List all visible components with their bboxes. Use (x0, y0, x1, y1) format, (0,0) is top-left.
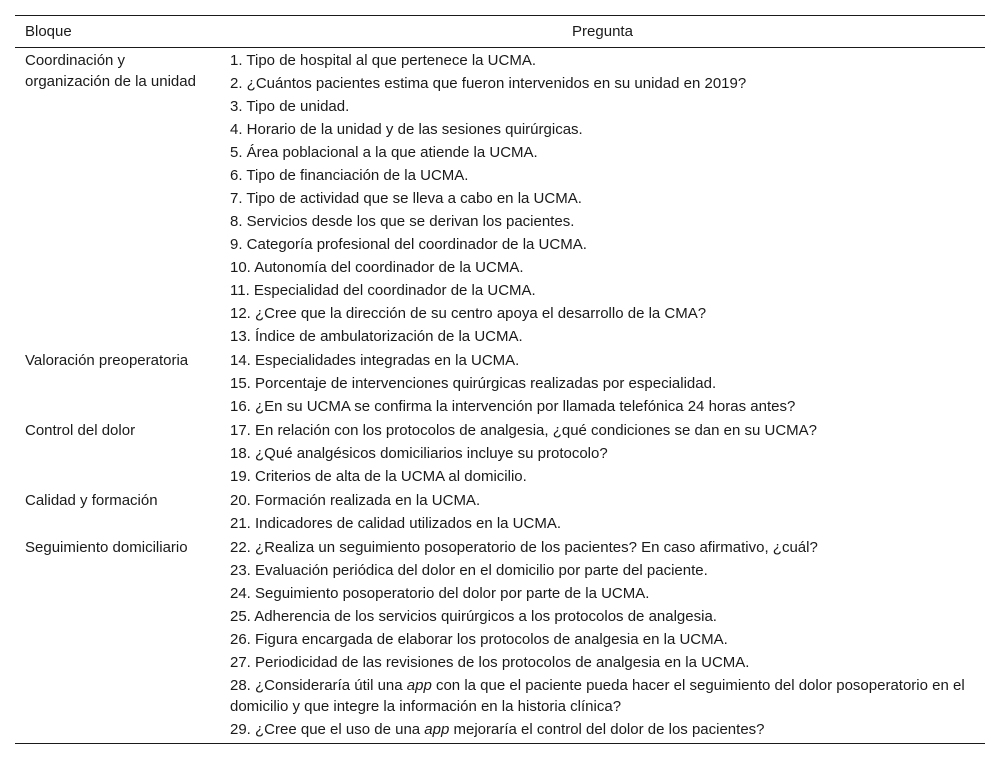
pregunta-text: 13. Índice de ambulatorización de la UCMA. (230, 328, 523, 345)
table-row (15, 48, 985, 349)
pregunta-item (230, 325, 985, 348)
pregunta-item (230, 49, 985, 72)
pregunta-item (230, 349, 985, 372)
pregunta-item (230, 118, 985, 141)
pregunta-text: 28. ¿Consideraría útil una (230, 677, 407, 694)
table-body (15, 48, 985, 744)
bloque-cell (15, 418, 220, 488)
table-row (15, 535, 985, 744)
pregunta-text: 18. ¿Qué analgésicos domiciliarios incluye su protocolo? (230, 445, 608, 462)
pregunta-text: 26. Figura encargada de elaborar los protocolos de analgesia en la UCMA. (230, 631, 728, 648)
pregunta-cell (220, 488, 985, 535)
pregunta-item (230, 419, 985, 442)
pregunta-text: 12. ¿Cree que la dirección de su centro apoya el desarrollo de la CMA? (230, 305, 707, 322)
pregunta-text: 4. Horario de la unidad y de las sesiones quirúrgicas. (230, 121, 583, 138)
pregunta-text: 8. Servicios desde los que se derivan los pacientes. (230, 213, 575, 230)
pregunta-text: 7. Tipo de actividad que se lleva a cabo en la UCMA. (230, 190, 582, 207)
pregunta-text: 17. En relación con los protocolos de analgesia, ¿qué condiciones se dan en su UCMA? (230, 422, 818, 439)
pregunta-text: 20. Formación realizada en la UCMA. (230, 492, 481, 509)
pregunta-text: 15. Porcentaje de intervenciones quirúrgicas realizadas por especialidad. (230, 375, 717, 392)
pregunta-item (230, 279, 985, 302)
pregunta-text: 23. Evaluación periódica del dolor en el domicilio por parte del paciente. (230, 562, 708, 579)
pregunta-item (230, 489, 985, 512)
pregunta-text: 6. Tipo de financiación de la UCMA. (230, 167, 469, 184)
bloque-cell (15, 48, 220, 349)
survey-table-container (15, 15, 985, 744)
pregunta-text: con la que el paciente pueda hacer el seguimiento del dolor posoperatorio en el domicilio y que integre la información en la historia clínica? (230, 677, 965, 715)
pregunta-text: 9. Categoría profesional del coordinador de la UCMA. (230, 236, 587, 253)
pregunta-item (230, 141, 985, 164)
pregunta-item (230, 395, 985, 418)
header-bloque: Bloque (15, 16, 220, 48)
pregunta-text: 16. ¿En su UCMA se confirma la intervención por llamada telefónica 24 horas antes? (230, 398, 796, 415)
pregunta-item (230, 233, 985, 256)
pregunta-item (230, 210, 985, 233)
bloque-label: Coordinación y organización de la unidad (25, 52, 196, 90)
pregunta-text: 21. Indicadores de calidad utilizados en la UCMA. (230, 515, 562, 532)
pregunta-item (230, 628, 985, 651)
pregunta-item (230, 512, 985, 535)
pregunta-text: 5. Área poblacional a la que atiende la UCMA. (230, 144, 538, 161)
pregunta-text: 10. Autonomía del coordinador de la UCMA. (230, 259, 524, 276)
pregunta-item (230, 302, 985, 325)
pregunta-emphasis: app (424, 721, 450, 738)
bloque-cell (15, 535, 220, 744)
pregunta-item (230, 95, 985, 118)
pregunta-emphasis: app (406, 677, 432, 694)
bloque-label: Seguimiento domiciliario (25, 539, 188, 556)
pregunta-text: 29. ¿Cree que el uso de una (230, 721, 425, 738)
pregunta-text: 3. Tipo de unidad. (230, 98, 350, 115)
bloque-cell (15, 348, 220, 418)
bloque-label: Calidad y formación (25, 492, 158, 509)
pregunta-text: 19. Criterios de alta de la UCMA al domicilio. (230, 468, 527, 485)
bloque-label: Control del dolor (25, 422, 136, 439)
pregunta-item (230, 605, 985, 628)
bloque-label: Valoración preoperatoria (25, 352, 189, 369)
pregunta-item (230, 582, 985, 605)
pregunta-item (230, 536, 985, 559)
survey-questions-table (15, 15, 985, 744)
pregunta-text: mejoraría el control del dolor de los pacientes? (449, 721, 765, 738)
pregunta-cell (220, 48, 985, 349)
pregunta-text: 14. Especialidades integradas en la UCMA. (230, 352, 520, 369)
pregunta-text: 25. Adherencia de los servicios quirúrgicos a los protocolos de analgesia. (230, 608, 717, 625)
pregunta-text: 2. ¿Cuántos pacientes estima que fueron intervenidos en su unidad en 2019? (230, 75, 747, 92)
pregunta-text: 1. Tipo de hospital al que pertenece la UCMA. (230, 52, 537, 69)
pregunta-text: 22. ¿Realiza un seguimiento posoperatorio de los pacientes? En caso afirmativo, ¿cuál? (230, 539, 818, 556)
table-row (15, 488, 985, 535)
pregunta-item (230, 651, 985, 674)
pregunta-text: 11. Especialidad del coordinador de la UCMA. (230, 282, 536, 299)
pregunta-item (230, 164, 985, 187)
pregunta-item (230, 187, 985, 210)
bloque-cell (15, 488, 220, 535)
pregunta-cell (220, 418, 985, 488)
pregunta-cell (220, 348, 985, 418)
pregunta-cell (220, 535, 985, 744)
pregunta-item (230, 372, 985, 395)
table-row (15, 418, 985, 488)
table-row (15, 348, 985, 418)
pregunta-text: 27. Periodicidad de las revisiones de los protocolos de analgesia en la UCMA. (230, 654, 750, 671)
header-row (15, 16, 985, 48)
pregunta-item (230, 442, 985, 465)
pregunta-item (230, 718, 985, 741)
pregunta-item (230, 72, 985, 95)
pregunta-text: 24. Seguimiento posoperatorio del dolor por parte de la UCMA. (230, 585, 650, 602)
table-header (15, 16, 985, 48)
pregunta-item (230, 256, 985, 279)
pregunta-item (230, 559, 985, 582)
header-pregunta: Pregunta (220, 16, 985, 48)
pregunta-item (230, 465, 985, 488)
pregunta-item (230, 674, 985, 718)
